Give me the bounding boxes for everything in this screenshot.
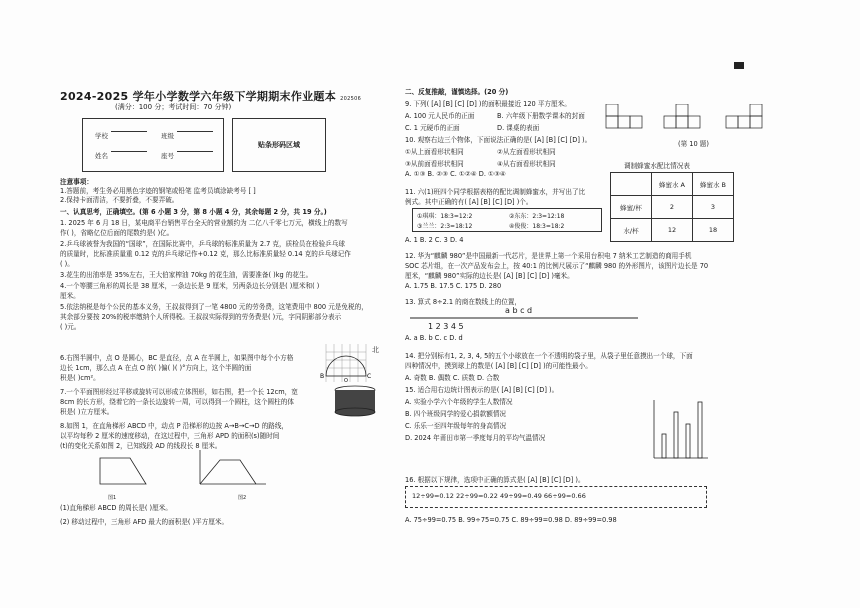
q10-stmt-2: ②从左面看形状相同 [497,148,556,156]
q13-options: A. a B. b C. c D. d [405,334,463,342]
name-field[interactable] [111,151,147,152]
bar-chart-figure [650,398,710,462]
q5-line1: 5.依法纳税是每个公民的基本义务，王叔叔得到了一笔 4800 元的劳务费，这笔费用中 800 元是免税的， [60,303,368,311]
q6-line3: 积是( )cm²。 [60,374,100,382]
q15-option-b: B. 四个班级同学的爱心捐款额情况 [405,410,507,418]
table-header-a: 蜂蜜水 A [652,173,693,196]
q10-stmt-4: ④从右面看形状相同 [497,160,556,168]
notes-heading: 注意事项： [60,178,93,186]
q12-line1: 12. 华为“麒麟 980”是中国最新一代芯片，是世界上第一个采用台积电 7 纳米工艺制造的商用手机 [405,252,692,260]
q7-line2: 8cm 的长方形，绕着它的一条长边旋转一周，可以得到一个圆柱，这个圆柱的体 [60,398,294,406]
note-1: 1.答题前，考生务必用黑色字迹的钢笔或铅笔 监考员填涂缺考号 [ ] [60,187,256,195]
barcode-area: 贴条形码区域 [232,118,326,172]
q15-option-c: C. 乐乐一至四年级每年的身高情况 [405,422,507,430]
q10-stmt-1: ①从上面看形状相同 [405,148,464,156]
q12-options: A. 1.75 B. 17.5 C. 175 D. 280 [405,282,502,290]
q16-pattern: 12÷99=0.12 22÷99=0.22 49÷99=0.49 66÷99=0.66 [412,492,586,500]
svg-text:B: B [320,373,325,380]
q7-line1: 7.一个平面图形经过平移或旋转可以形成立体图形，如右图，把一个长 12cm，宽 [60,388,298,396]
north-label: 北 [372,346,379,354]
page-subtitle: (满分：100 分；考试时间：70 分钟) [115,103,232,111]
fig2-caption: 图2 [238,495,247,501]
note-2: 2.保持卡面清洁，不要折叠，不要弄破。 [60,196,179,204]
q10-line: 10. 观察右边三个物体，下面说法正确的是( [A] [B] [C] [D] )。 [405,136,592,144]
q11-box-item: ④俊俊：18:3=18:2 [509,223,565,230]
q5-line2: 其余部分要按 20%的税率缴纳个人所得税。王叔叔实际得到的劳务费是( )元，字同阴影部分表示 [60,313,342,321]
q11-box-item: ②东东：2:3=12:18 [509,213,565,220]
table-cell: 2 [652,196,693,219]
table-corner [611,173,652,196]
q10-caption: (第 10 题) [678,140,709,148]
table-header-b: 蜂蜜水 B [693,173,734,196]
q12-line3: 厘米，“麒麟 980”实际的边长是( [A] [B] [C] [D] )毫米。 [405,272,574,280]
q3-line: 3.花生的出油率是 35%左右，王大伯家榨油 70kg 的花生油，需要准备( )kg 的花生。 [60,271,313,279]
number-line [410,314,640,322]
q8-line1: 8.如图 1，在直角梯形 ABCD 中，动点 P 沿梯形的边按 A→B→C→D 的路线， [60,422,289,430]
q4-line1: 4.一个等腰三角形的周长是 38 厘米，一条边长是 9 厘米，另两条边长分别是( )厘米和( ) [60,282,320,290]
section-2-heading: 二、反复推敲，谨慎选择。(20 分) [405,88,509,96]
fig1-caption: 图1 [108,495,117,501]
q2-line3: ( )。 [60,260,74,268]
q14-line2: 四种情况中，摸到球上的数是( [A] [B] [C] [D] )的可能性最小。 [405,362,592,370]
class-label: 班级 [161,132,174,140]
q16-pattern-box [405,486,707,508]
cylinder-figure [330,384,380,418]
q8-line2: 以平均每秒 2 厘米的速度移动，在这过程中，三角形 APD 的面积(s)随时间 [60,432,280,440]
q9-option-c: C. 1 元硬币的正面 [405,124,460,132]
seat-field[interactable] [177,151,213,152]
q5-line3: ( )元。 [60,323,81,331]
school-label: 学校 [95,132,108,140]
class-field[interactable] [177,131,213,132]
q12-line2: SOC 芯片组，在一次产品发布会上，按 40:1 的比例尺展示了“麒麟 980 的外形图片，该图片边长是 70 [405,262,709,270]
corner-mark [734,62,744,69]
q10-options: A. ①③ B. ②③ C. ①②④ D. ①③④ [405,170,506,178]
seat-label: 座号 [161,152,174,160]
q10-stmt-3: ③从前面看形状相同 [405,160,464,168]
q9-option-a: A. 100 元人民币的正面 [405,112,475,120]
table-row-honey: 蜂蜜/杯 [611,196,652,219]
honey-ratio-table [610,172,734,242]
svg-text:C: C [367,373,372,380]
q8-part1: (1)直角梯形 ABCD 的周长是( )厘米。 [60,504,172,512]
q13-number-labels: 1 2 3 4 5 [428,322,464,331]
cubes-figure [602,104,780,134]
q16-line: 16. 根据以下规律，选项中正确的算式是( [A] [B] [C] [D] )。 [405,476,585,484]
q15-option-d: D. 2024 年莆田市第一季度每月的平均气温情况 [405,434,546,442]
trapezoid-and-graph-figures [90,448,270,496]
table-title: 调制蜂蜜水配比情况表 [624,162,690,170]
q8-line3: (t)的变化关系如图 2，已知线段 AD 的线段长 8 厘米。 [60,442,222,450]
q9-option-d: D. 课桌的表面 [497,124,540,132]
page-title: 2024-2025 学年小学数学六年级下学期期末作业题本 202506 [60,90,362,103]
q2-line1: 2.乒乓球被誉为我国的“国球”，在国际比赛中，乒乓球的标准质量为 2.7 克，质检员在检验乒乓球 [60,240,345,248]
section-1-heading: 一、认真思考，正确填空。(第 6 小题 3 分，第 8 小题 4 分，其余每题 2 分，共 19 分。) [60,208,327,216]
school-field[interactable] [111,131,147,132]
q6-line1: 6.右图半圆中，点 O 是圆心，BC 是直径，点 A 在半圆上，如果图中每个小方格 [60,354,294,362]
q9-line: 9. 下列( [A] [B] [C] [D] )的面积最接近 120 平方厘米。 [405,100,571,108]
q14-line1: 14. 把分别标有1, 2, 3, 4, 5的五个小球放在一个不透明的袋子里，从袋子里任意摸出一个球，下面 [405,352,693,360]
q11-options: A. 1 B. 2 C. 3 D. 4 [405,236,464,244]
student-info-box [82,118,224,172]
q8-part2: (2) 移动过程中，三角形 AFD 最大的面积是( )平方厘米。 [60,518,229,526]
table-cell: 18 [693,219,734,242]
q4-line2: 厘米。 [60,292,80,300]
q6-line2: 边长 1cm，那么点 A 在点 O 的( )偏( )( )°方向上，这个半圆的面 [60,364,252,372]
q1-line2: 作( )，省略亿位后面的尾数约是( )亿。 [60,229,174,237]
q7-line3: 积是( )立方厘米。 [60,408,114,416]
table-cell: 3 [693,196,734,219]
q9-option-b: B. 六年级下册数学课本的封面 [497,112,585,120]
q16-options: A. 75÷99=0.75 B. 99÷75=0.75 C. 89÷99=0.98 D. 89÷99=0.98 [405,516,617,524]
q1-line1: 1. 2025 年 6 月 18 日，某电商平台销售平台全天的营业额约为 二亿八千零七万元，横线上的数写 [60,219,348,227]
q11-line1: 11. 六(1)班四个同学根据表格的配比调制蜂蜜水，并写出了比 [405,188,586,196]
svg-text:O: O [344,378,348,384]
q11-box-item: ①琪琪：18:3=12:2 [417,213,473,220]
q14-options: A. 奇数 B. 偶数 C. 质数 D. 合数 [405,374,500,382]
q2-line2: 的质量时，比标准质量重 0.12 克的乒乓球记作+0.12 克，那么比标准质量轻 0.14 克的乒乓球记作 [60,250,351,258]
table-row-water: 水/杯 [611,219,652,242]
q11-box-item: ③兰兰：2:3=18:12 [417,223,473,230]
q11-line2: 例式。其中正确的有( [A] [B] [C] [D] )个。 [405,198,533,206]
q13-points: a b c d [505,306,533,315]
q11-proportion-box [412,208,602,232]
name-label: 姓名 [95,152,108,160]
q15-line: 15. 适合用右边统计图表示的是( [A] [B] [C] [D] )。 [405,386,559,394]
semicircle-grid-figure [318,338,380,388]
table-cell: 12 [652,219,693,242]
q13-line: 13. 算式 8÷2.1 的商在数线上的位置， [405,298,522,306]
q15-option-a: A. 实验小学六个年级的学生人数情况 [405,398,513,406]
